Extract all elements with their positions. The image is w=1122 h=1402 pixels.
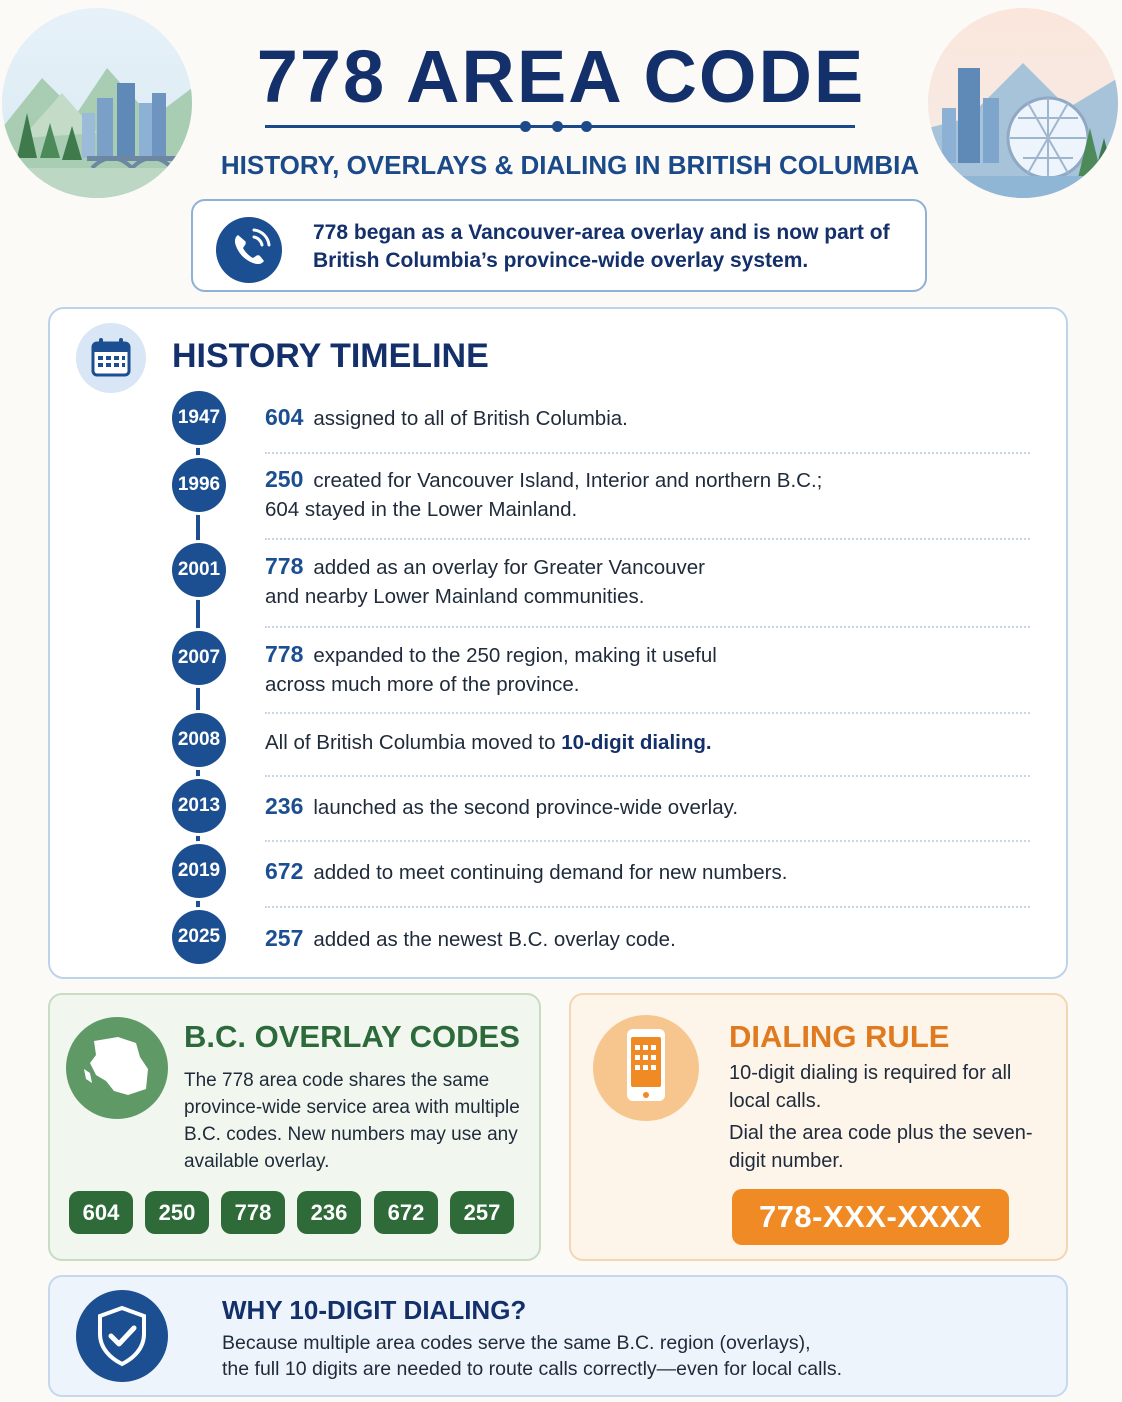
entry-text: assigned to all of British Columbia. [313,407,628,430]
overlay-code-chip: 778 [221,1191,285,1234]
timeline-entry [265,552,1025,611]
timeline-entry [265,640,1025,699]
entry-code: 778 [265,553,304,579]
timeline-entry [265,792,1025,822]
overlay-code-chip: 236 [297,1191,361,1234]
entry-text: created for Vancouver Island, Interior and northern B.C.; [313,469,823,492]
timeline-year-badge: 2025 [172,910,226,964]
timeline-year-badge: 1947 [172,391,226,445]
title-divider [265,125,855,128]
overlay-code-chip: 672 [374,1191,438,1234]
bc-map-icon [66,1017,168,1119]
timeline-separator [265,538,1030,540]
entry-text: added as the newest B.C. overlay code. [313,928,676,951]
smartphone-icon [593,1015,699,1121]
entry-code: 236 [265,793,304,819]
timeline-entry [265,465,1025,524]
why-ten-digit-card [48,1275,1068,1397]
divider-dot [520,121,531,132]
overlay-code-chip: 257 [450,1191,514,1234]
intro-callout [191,199,927,292]
intro-text-line: 778 began as a Vancouver-area overlay and is now part of [313,221,890,244]
page-title: 778 AREA CODE [256,35,866,118]
overlay-description: The 778 area code shares the same province-wide service area with multiple B.C. codes. New numbers may use any available overlay. [184,1070,520,1172]
entry-highlight: 10-digit dialing. [561,731,712,754]
timeline-year-badge: 2008 [172,713,226,767]
dialing-text: 10-digit dialing is required for all local calls. [729,1062,1012,1112]
timeline-year-badge: 2007 [172,631,226,685]
entry-text: expanded to the 250 region, making it useful [313,644,717,667]
timeline-year-badge: 2001 [172,543,226,597]
phone-call-icon [216,217,282,283]
timeline-separator [265,626,1030,628]
timeline-title: HISTORY TIMELINE [172,337,489,375]
divider-dot [581,121,592,132]
intro-text-line: British Columbia’s province-wide overlay system. [313,249,809,272]
page-subtitle: HISTORY, OVERLAYS & DIALING IN BRITISH COLUMBIA [220,150,920,180]
timeline-year-badge: 1996 [172,458,226,512]
why-text [222,1330,1042,1382]
dialing-text: Dial the area code plus the seven-digit number. [729,1122,1033,1172]
overlay-codes-card [48,993,541,1261]
timeline-separator [265,712,1030,714]
dialing-title: DIALING RULE [729,1019,950,1054]
calendar-icon [76,323,146,393]
timeline-entry [265,728,1025,757]
timeline-separator [265,906,1030,908]
entry-text: 604 stayed in the Lower Mainland. [265,498,578,521]
intro-text [313,219,913,275]
why-text-line: Because multiple area codes serve the same B.C. region (overlays), [222,1332,811,1354]
divider-dot [552,121,563,132]
entry-text: and nearby Lower Mainland communities. [265,585,645,608]
entry-code: 672 [265,858,304,884]
entry-text: launched as the second province-wide overlay. [313,796,739,819]
entry-code: 604 [265,404,304,430]
overlay-code-chip: 604 [69,1191,133,1234]
timeline-separator [265,775,1030,777]
entry-text: All of British Columbia moved to [265,731,562,754]
why-text-line: the full 10 digits are needed to route calls correctly—even for local calls. [222,1358,842,1380]
dialing-format-badge: 778-XXX-XXXX [732,1189,1009,1245]
timeline-separator [265,840,1030,842]
why-title: WHY 10-DIGIT DIALING? [222,1295,527,1325]
entry-text: added as an overlay for Greater Vancouver [313,556,705,579]
dialing-rule-card [569,993,1068,1261]
overlay-title: B.C. OVERLAY CODES [184,1019,520,1054]
entry-code: 257 [265,925,304,951]
timeline-entry [265,403,1025,433]
entry-text: added to meet continuing demand for new numbers. [313,861,788,884]
history-timeline-card [48,307,1068,979]
entry-code: 250 [265,466,304,492]
overlay-code-chip: 250 [145,1191,209,1234]
entry-text: across much more of the province. [265,673,580,696]
timeline-entry [265,924,1025,954]
timeline-entry [265,857,1025,887]
shield-check-icon [76,1290,168,1382]
timeline-separator [265,452,1030,454]
entry-code: 778 [265,641,304,667]
timeline-year-badge: 2013 [172,779,226,833]
timeline-year-badge: 2019 [172,844,226,898]
